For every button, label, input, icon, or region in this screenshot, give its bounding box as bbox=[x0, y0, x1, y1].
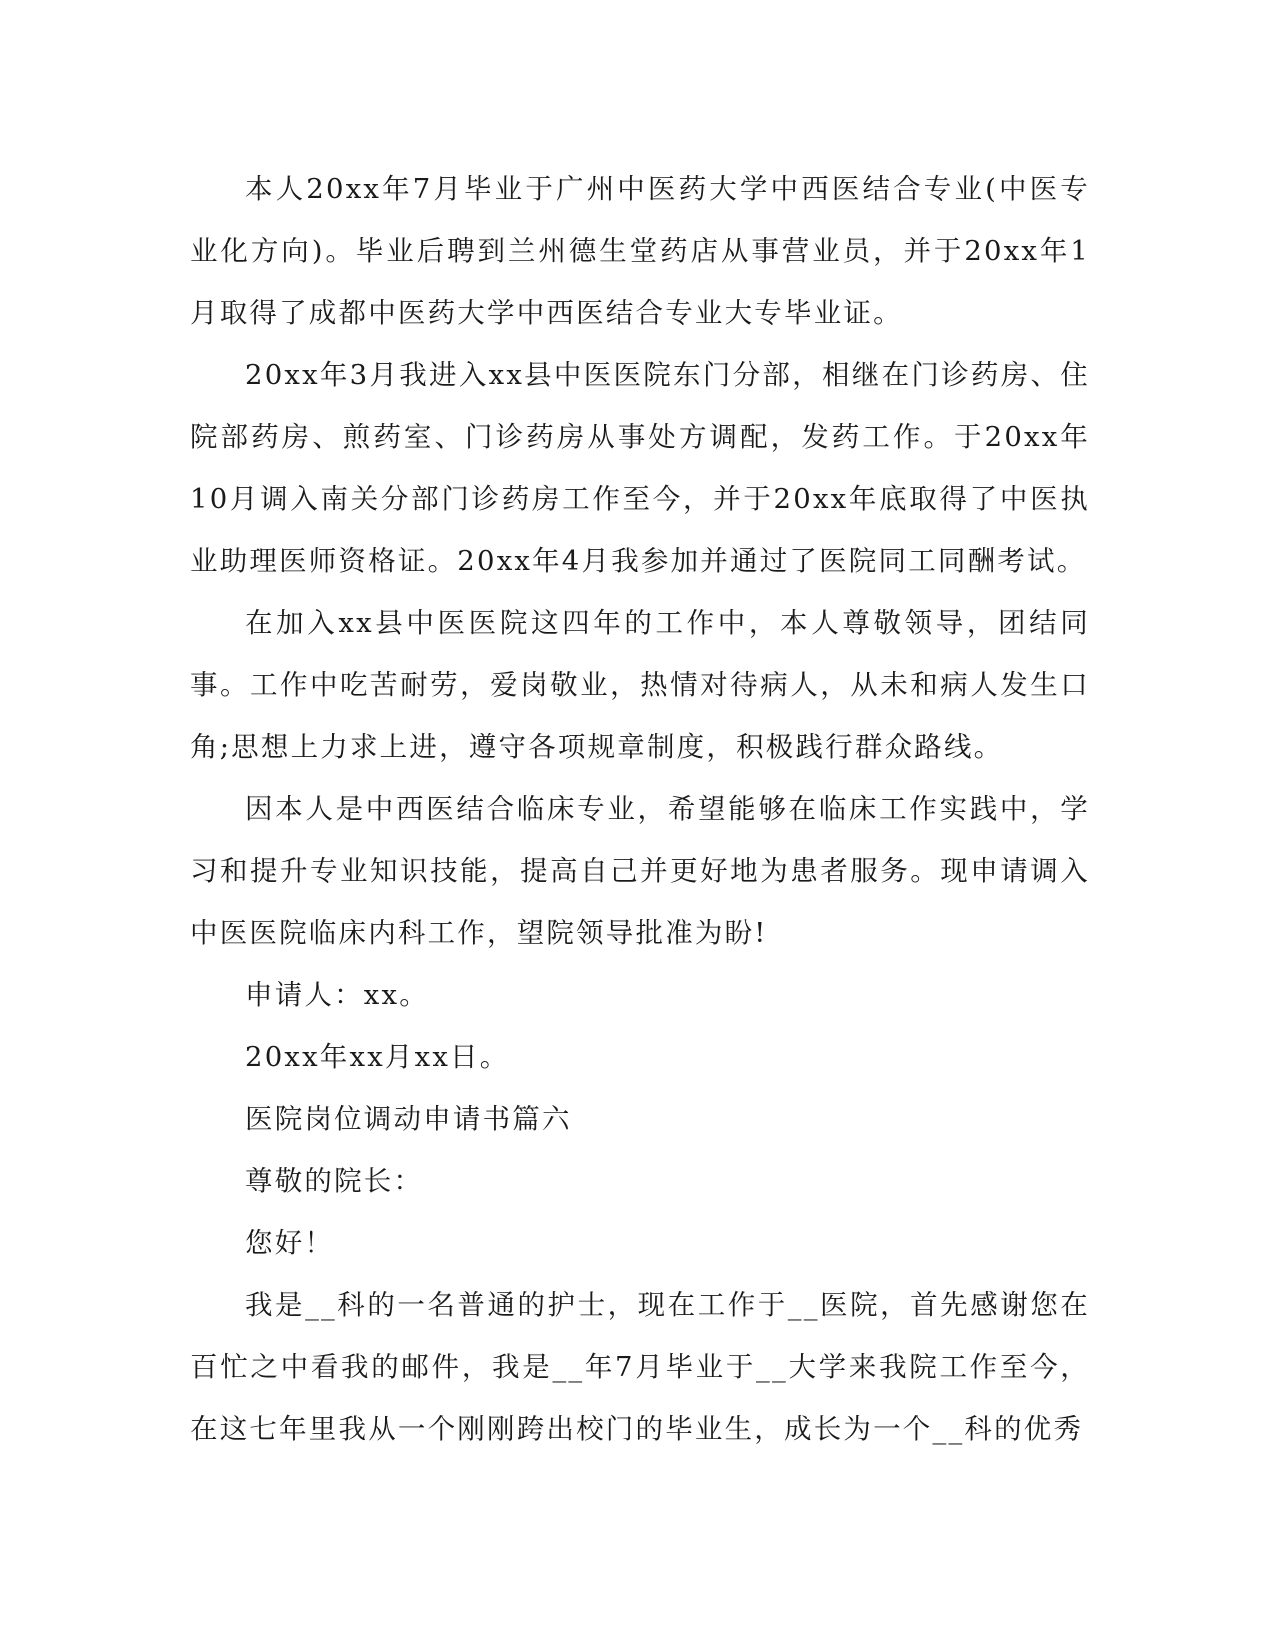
paragraph-education: 本人20xx年7月毕业于广州中医药大学中西医结合专业(中医专业化方向)。毕业后聘到兰州德生堂药店从事营业员，并于20xx年1月取得了成都中医药大学中西医结合专业大专毕业证。 bbox=[190, 173, 1090, 329]
salutation: 尊敬的院长： bbox=[245, 1165, 424, 1197]
paragraph-nurse-intro: 我是__科的一名普通的护士，现在工作于__医院，首先感谢您在百忙之中看我的邮件，我是__年7月毕业于__大学来我院工作至今，在这七年里我从一个刚刚跨出校门的毕业生，成长为一个__科的优秀 bbox=[190, 1289, 1090, 1445]
applicant-line: 申请人：xx。 bbox=[245, 979, 429, 1011]
paragraph-request: 因本人是中西医结合临床专业，希望能够在临床工作实践中，学习和提升专业知识技能，提高自己并更好地为患者服务。现申请调入中医医院临床内科工作，望院领导批准为盼! bbox=[190, 793, 1090, 949]
paragraph-performance: 在加入xx县中医医院这四年的工作中，本人尊敬领导，团结同事。工作中吃苦耐劳，爱岗敬业，热情对待病人，从未和病人发生口角;思想上力求上进，遵守各项规章制度，积极践行群众路线。 bbox=[190, 607, 1090, 763]
document-body bbox=[190, 158, 1090, 1460]
date-line: 20xx年xx月xx日。 bbox=[245, 1041, 510, 1073]
paragraph-work-history: 20xx年3月我进入xx县中医医院东门分部，相继在门诊药房、住院部药房、煎药室、门诊药房从事处方调配，发药工作。于20xx年10月调入南关分部门诊药房工作至今，并于20xx年底取得了中医执业助理医师资格证。20xx年4月我参加并通过了医院同工同酬考试。 bbox=[190, 359, 1090, 577]
greeting: 您好！ bbox=[245, 1227, 335, 1259]
section-title: 医院岗位调动申请书篇六 bbox=[245, 1103, 572, 1135]
